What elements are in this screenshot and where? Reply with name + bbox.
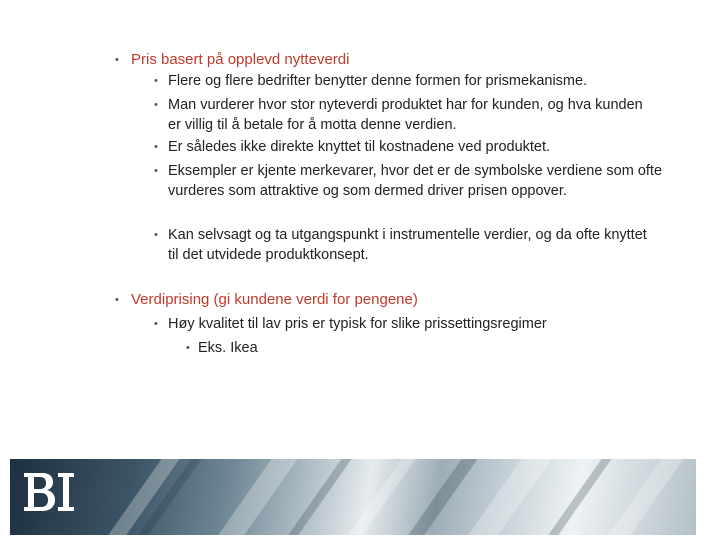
bullet-dot-icon: •: [115, 294, 119, 306]
bullet-item: Eksempler er kjente merkevarer, hvor det er de symbolske verdiene som ofte vurderes som attraktive og som dermed driver prisen oppover.: [168, 163, 663, 199]
bullet-dot-icon: •: [154, 318, 158, 330]
bi-logo: [22, 469, 76, 515]
bullet-heading-2: Verdiprising (gi kundene verdi for pengene): [131, 291, 418, 308]
bullet-item: Er således ikke direkte knyttet til kostnadene ved produktet.: [168, 139, 551, 155]
bullet-item: Kan selvsagt og ta utgangspunkt i instrumentelle verdier, og da ofte knyttet til det utvidede produktkonsept.: [168, 227, 647, 263]
bullet-item: Man vurderer hvor stor nyteverdi produktet har for kunden, og hva kunden er villig til å betale for å motta denne verdien.: [168, 97, 643, 133]
bullet-dot-icon: •: [186, 342, 190, 354]
bullet-dot-icon: •: [154, 141, 158, 153]
bullet-item: Flere og flere bedrifter benytter denne formen for prismekanisme.: [168, 73, 588, 89]
footer-banner: [10, 459, 696, 535]
bullet-subitem: Eks. Ikea: [198, 340, 258, 356]
bullet-heading-1: Pris basert på opplevd nytteverdi: [131, 51, 350, 68]
bullet-dot-icon: •: [154, 99, 158, 111]
bullet-dot-icon: •: [154, 229, 158, 241]
bullet-dot-icon: •: [115, 54, 119, 66]
bullet-item: Høy kvalitet til lav pris er typisk for slike prissettingsregimer: [168, 316, 547, 332]
bullet-dot-icon: •: [154, 75, 158, 87]
bullet-dot-icon: •: [154, 165, 158, 177]
